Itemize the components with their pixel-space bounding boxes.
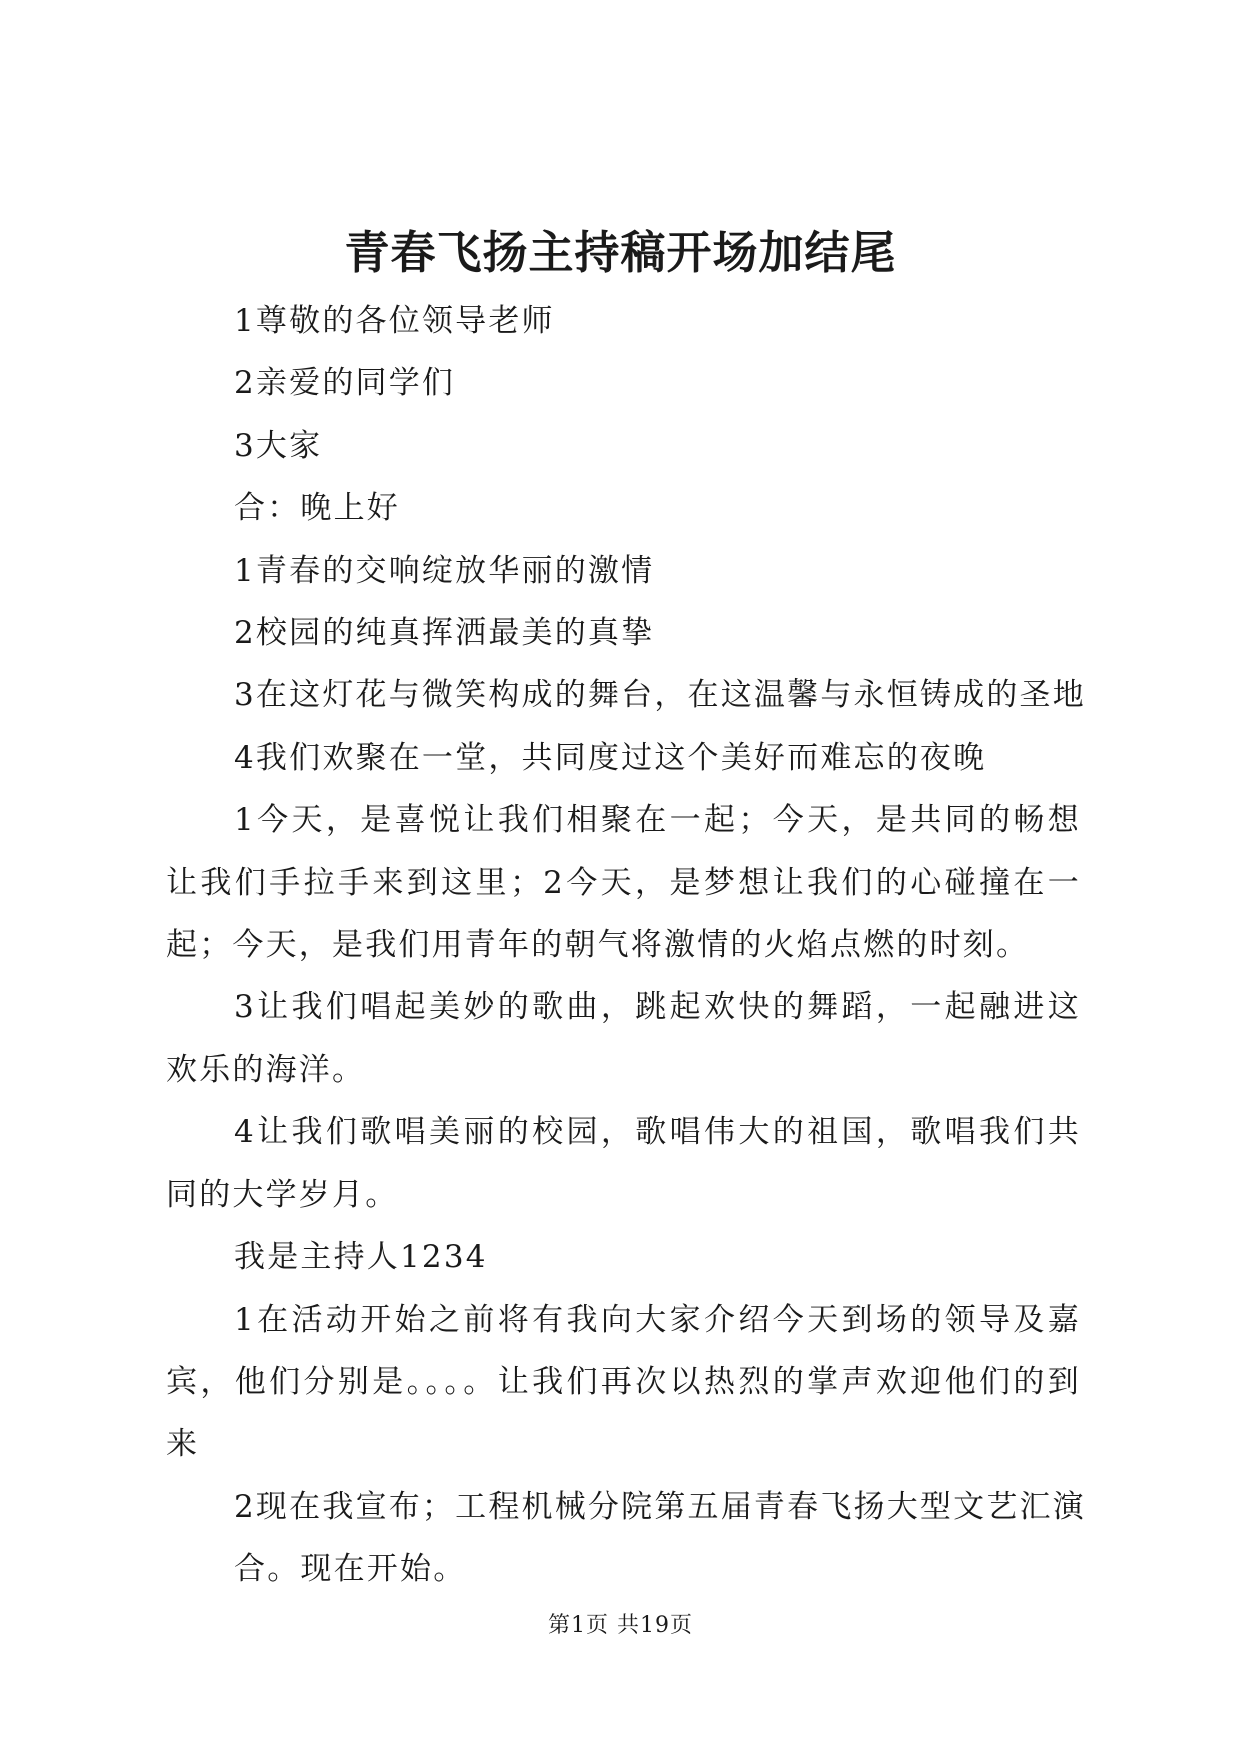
document-title: 青春飞扬主持稿开场加结尾 xyxy=(344,226,897,279)
paragraph: 4让我们歌唱美丽的校园，歌唱伟大的祖国，歌唱我们共同的大学岁月。 xyxy=(166,1114,1081,1213)
paragraph: 1今天，是喜悦让我们相聚在一起；今天，是共同的畅想让我们手拉手来到这里；2今天，是梦想让我们的心碰撞在一起；今天，是我们用青年的朝气将激情的火焰点燃的时刻。 xyxy=(166,802,1081,964)
paragraph: 2校园的纯真挥洒最美的真挚 xyxy=(234,615,655,652)
paragraph: 4我们欢聚在一堂，共同度过这个美好而难忘的夜晚 xyxy=(234,739,987,776)
paragraph: 1尊敬的各位领导老师 xyxy=(234,303,555,339)
paragraph: 2亲爱的同学们 xyxy=(234,365,456,402)
page-footer: 第1页 共19页 xyxy=(548,1613,693,1638)
paragraph: 3让我们唱起美妙的歌曲，跳起欢快的舞蹈，一起融进这欢乐的海洋。 xyxy=(166,989,1081,1088)
paragraph: 合：晚上好 xyxy=(234,490,400,527)
paragraph: 我是主持人1234 xyxy=(234,1239,488,1276)
paragraph: 3大家 xyxy=(234,427,323,464)
paragraph: 3在这灯花与微笑构成的舞台，在这温馨与永恒铸成的圣地 xyxy=(234,677,1086,714)
paragraph: 1在活动开始之前将有我向大家介绍今天到场的领导及嘉宾，他们分别是。。。。让我们再次以热烈的掌声欢迎他们的到来 xyxy=(166,1301,1081,1463)
paragraph: 1青春的交响绽放华丽的激情 xyxy=(234,552,655,589)
document-body xyxy=(166,290,1086,1601)
paragraph: 合。现在开始。 xyxy=(234,1551,467,1588)
paragraph: 2现在我宣布；工程机械分院第五届青春飞扬大型文艺汇演 xyxy=(234,1488,1086,1525)
